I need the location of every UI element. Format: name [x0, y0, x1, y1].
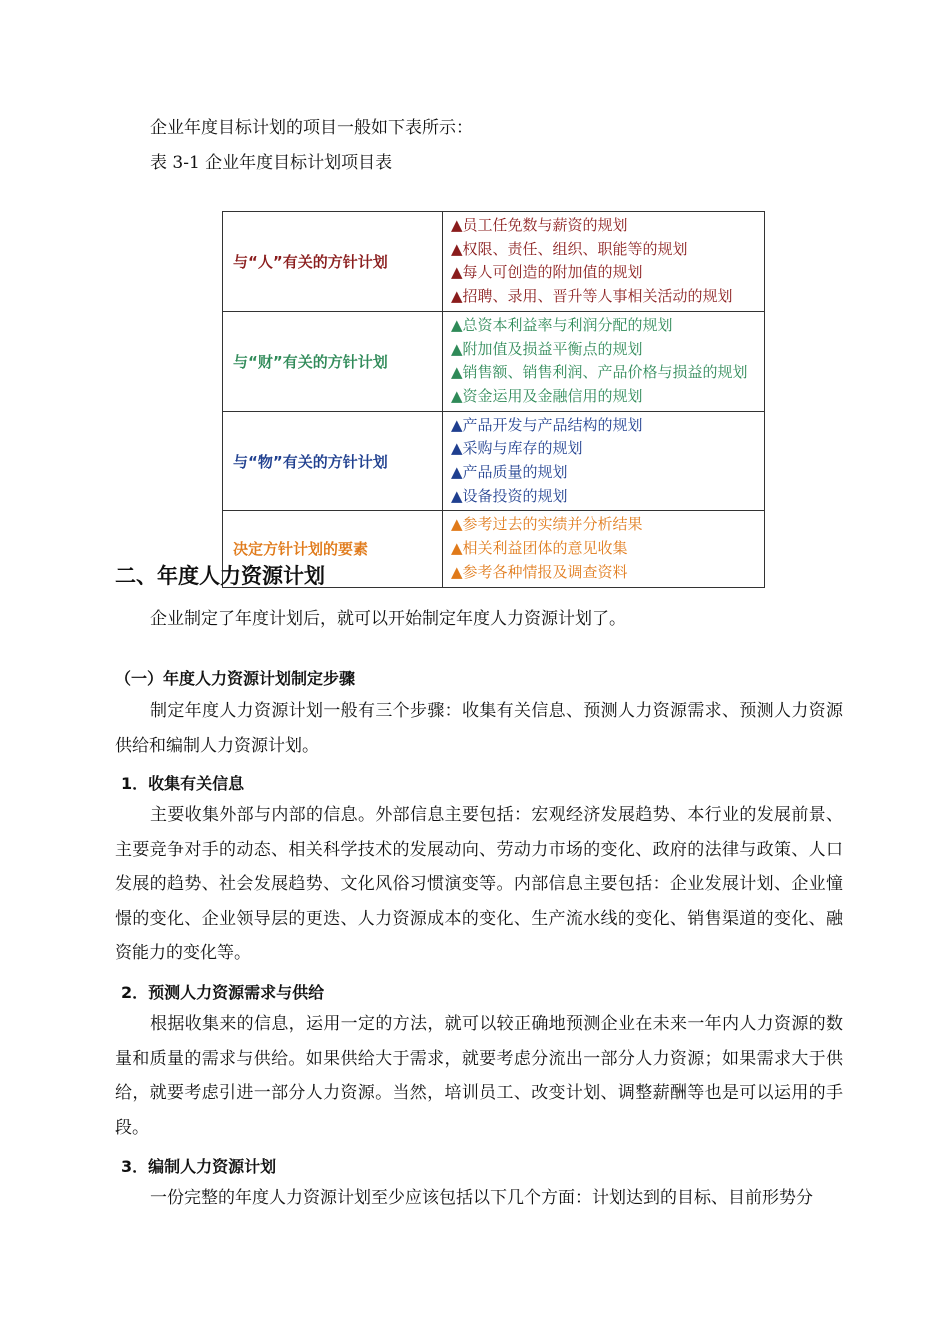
- list-item: ▲产品开发与产品结构的规划: [451, 415, 643, 434]
- row-label: 与“人”有关的方针计划: [223, 212, 443, 312]
- list-item: ▲采购与库存的规划: [451, 439, 583, 458]
- steps-intro: 制定年度人力资源计划一般有三个步骤：收集有关信息、预测人力资源需求、预测人力资源供给和编制人力资源计划。: [115, 701, 843, 756]
- row-items: [443, 311, 765, 411]
- table-caption: 表 3-1 企业年度目标计划项目表: [150, 153, 393, 173]
- list-item: ▲参考过去的实绩并分析结果: [451, 515, 643, 534]
- table-row: [223, 411, 765, 511]
- list-item: ▲销售额、销售利润、产品价格与损益的规划: [451, 363, 748, 382]
- section-title: 二、年度人力资源计划: [115, 564, 325, 588]
- list-item: ▲权限、责任、组织、职能等的规划: [451, 239, 688, 258]
- row-label: 与“财”有关的方针计划: [223, 311, 443, 411]
- list-item: ▲总资本利益率与利润分配的规划: [451, 315, 673, 334]
- step3-title: 3．编制人力资源计划: [121, 1157, 277, 1176]
- plan-items-table: [222, 211, 765, 588]
- list-item: ▲招聘、录用、晋升等人事相关活动的规划: [451, 287, 733, 306]
- list-item: ▲每人可创造的附加值的规划: [451, 263, 643, 282]
- list-item: ▲相关利益团体的意见收集: [451, 539, 628, 558]
- subsection-title: （一）年度人力资源计划制定步骤: [115, 669, 356, 688]
- intro-text: 企业年度目标计划的项目一般如下表所示：: [150, 118, 473, 138]
- section-intro: 企业制定了年度计划后，就可以开始制定年度人力资源计划了。: [150, 609, 626, 629]
- table-row: [223, 311, 765, 411]
- step1-text: 主要收集外部与内部的信息。外部信息主要包括：宏观经济发展趋势、本行业的发展前景、主要竞争对手的动态、相关科学技术的发展动向、劳动力市场的变化、政府的法律与政策、人口发展的趋势、社会发展趋势、文化风俗习惯演变等。内部信息主要包括：企业发展计划、企业憧憬的变化、企业领导层的更迭、人力资源成本的变化、生产流水线的变化、销售渠道的变化、融资能力的变化等。: [115, 805, 843, 963]
- step1-title: 1．收集有关信息: [121, 774, 245, 793]
- row-label: 决定方针计划的要素: [223, 511, 443, 587]
- row-label: 与“物”有关的方针计划: [223, 411, 443, 511]
- step2-text: 根据收集来的信息，运用一定的方法，就可以较正确地预测企业在未来一年内人力资源的数量和质量的需求与供给。如果供给大于需求，就要考虑分流出一部分人力资源；如果需求大于供给，就要考虑引进一部分人力资源。当然，培训员工、改变计划、调整薪酬等也是可以运用的手段。: [115, 1014, 843, 1138]
- step2-title: 2．预测人力资源需求与供给: [121, 983, 325, 1002]
- list-item: ▲附加值及损益平衡点的规划: [451, 339, 643, 358]
- list-item: ▲资金运用及金融信用的规划: [451, 386, 643, 405]
- step3-text: 一份完整的年度人力资源计划至少应该包括以下几个方面：计划达到的目标、目前形势分: [150, 1188, 813, 1208]
- table-row: [223, 212, 765, 312]
- list-item: ▲产品质量的规划: [451, 463, 568, 482]
- row-items: [443, 511, 765, 587]
- row-items: [443, 411, 765, 511]
- list-item: ▲设备投资的规划: [451, 486, 568, 505]
- list-item: ▲参考各种情报及调查资料: [451, 562, 628, 581]
- list-item: ▲员工任免数与薪资的规划: [451, 216, 628, 234]
- row-items: [443, 212, 765, 312]
